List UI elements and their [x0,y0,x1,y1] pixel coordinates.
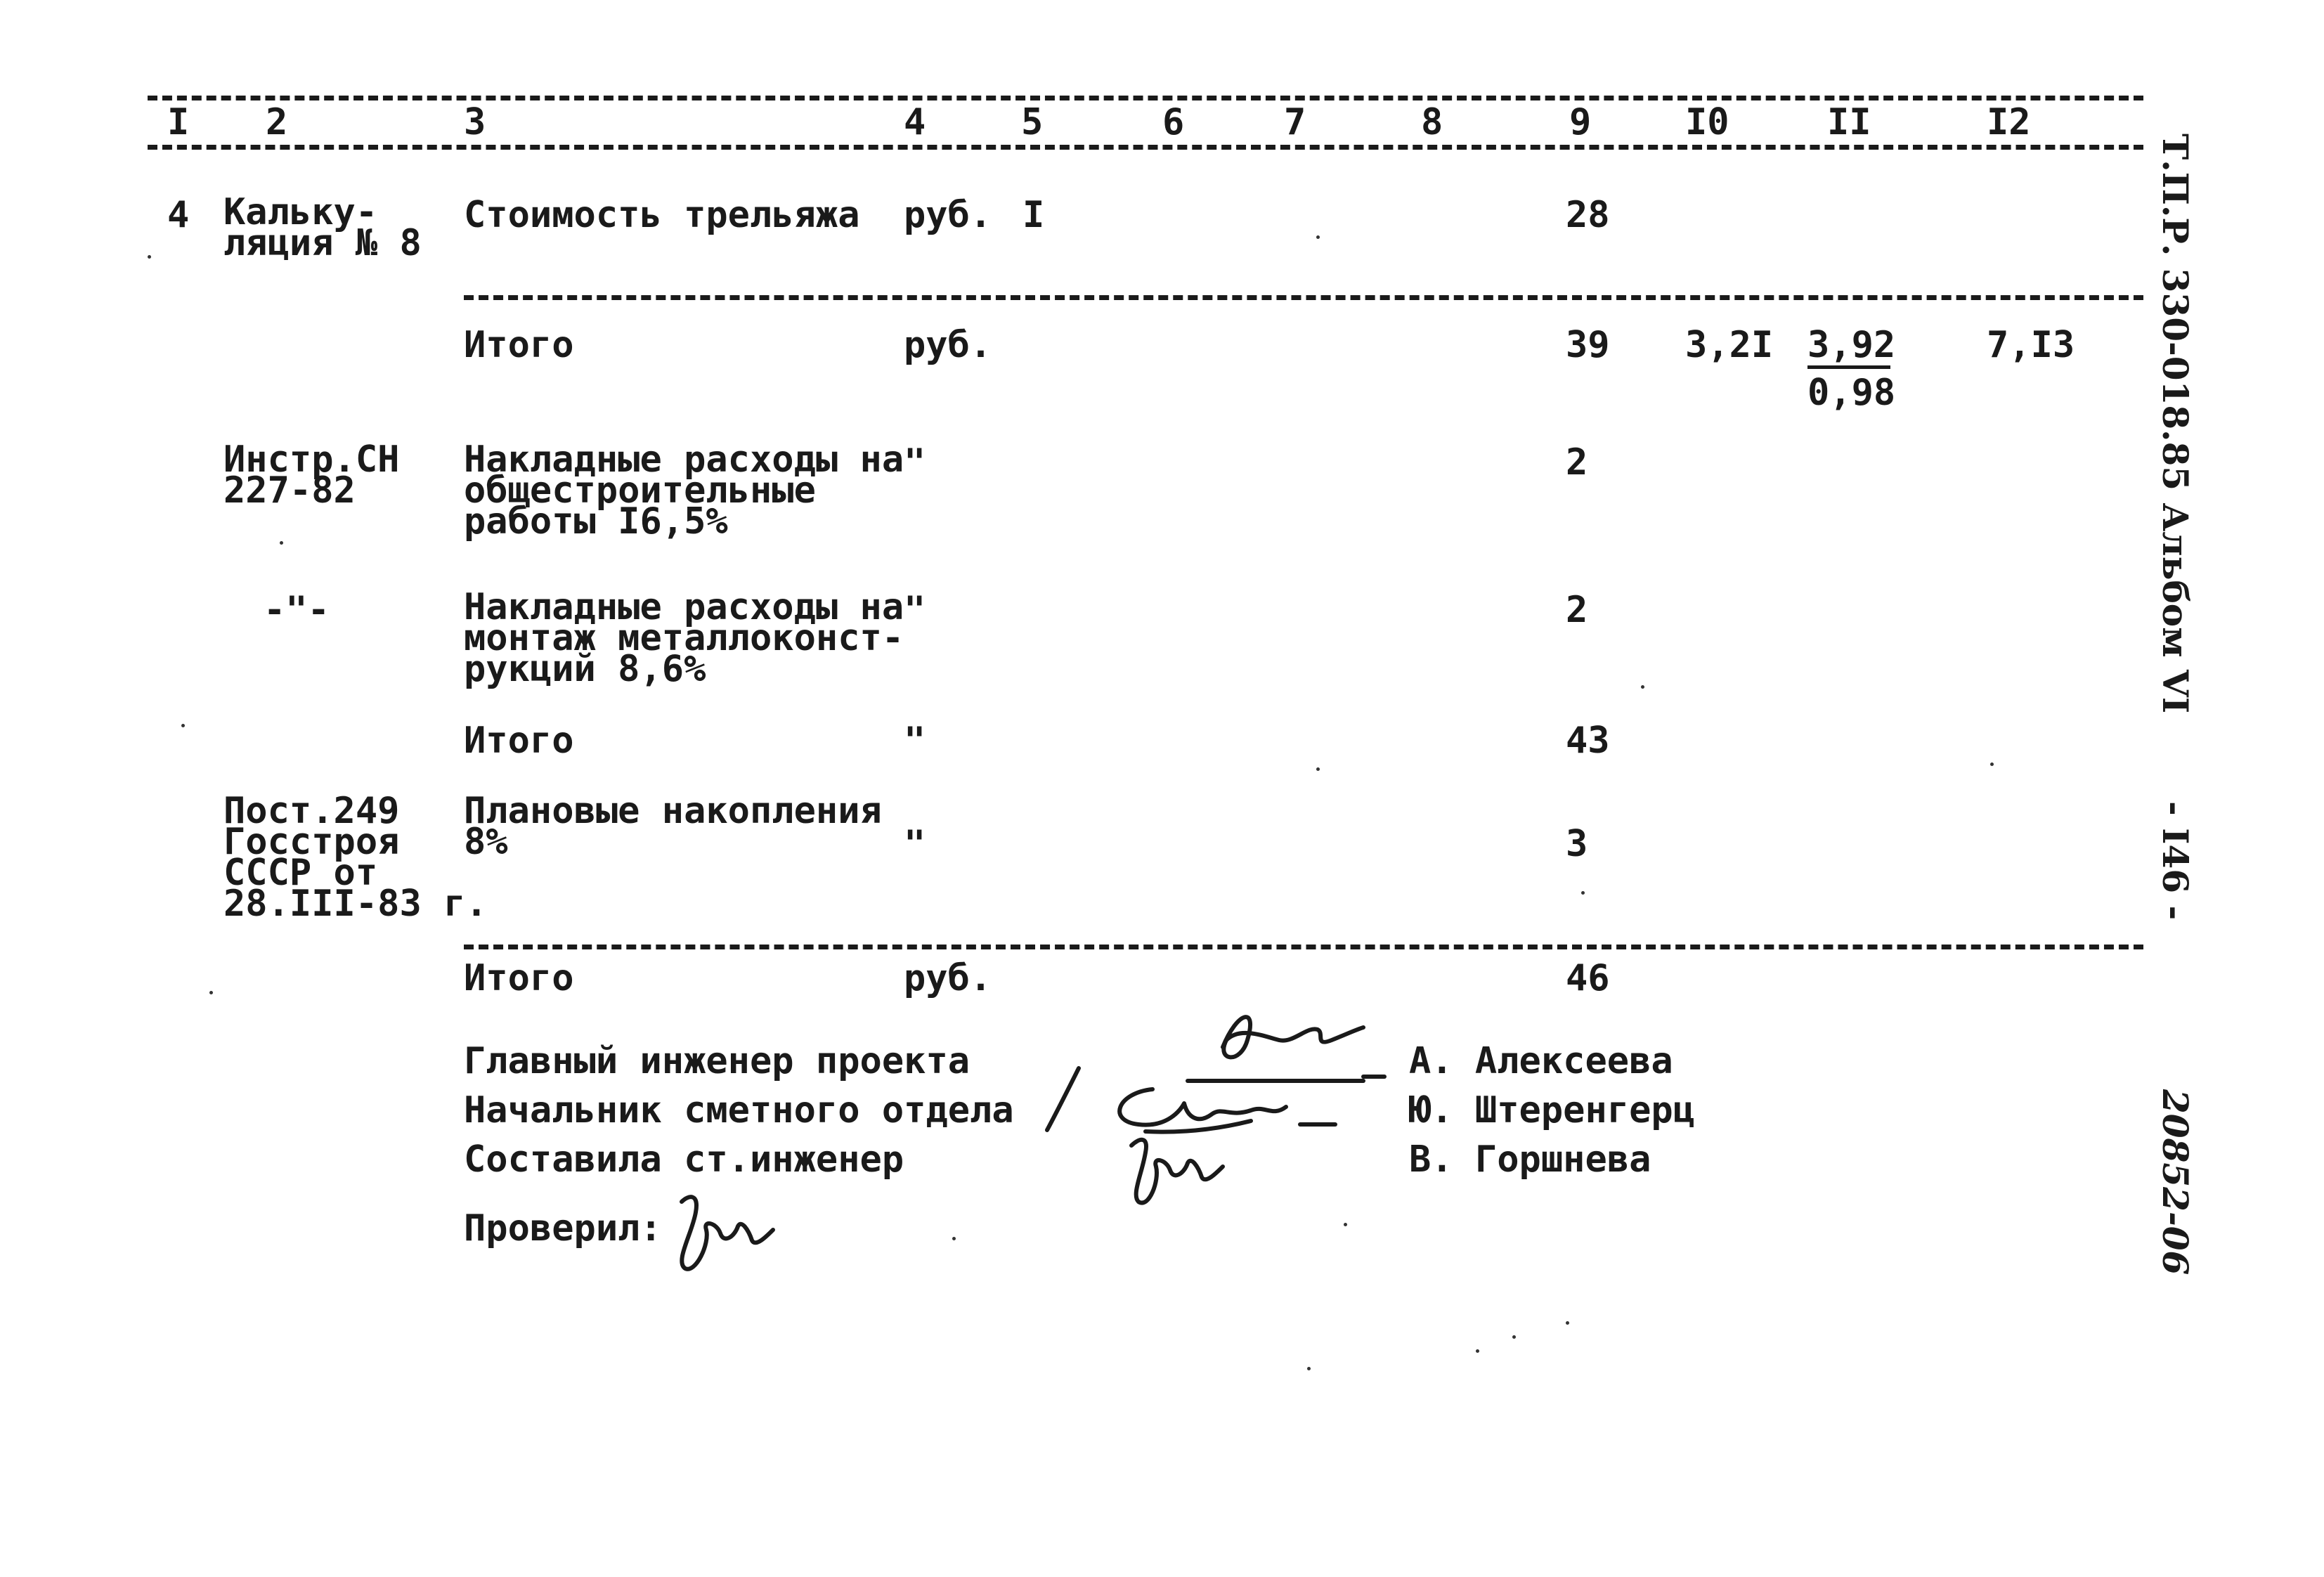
row-total: 2 [1566,589,1588,631]
row-col11-denominator: 0,98 [1807,372,1896,414]
row-basis: -"- [264,589,330,631]
scan-speck [1512,1335,1516,1339]
row-unit: " [904,441,926,484]
scan-speck [1316,767,1320,771]
signature-person: В. Горшнева [1409,1138,1651,1181]
col-header-4: 4 [904,101,926,143]
signature-person: Ю. Штеренгерц [1409,1089,1695,1131]
row-col10-value: 3,2I [1685,324,1774,366]
scan-speck [181,724,185,727]
row-unit: " [904,589,926,631]
scan-speck [1566,1321,1569,1325]
signature-role: Составила ст.инженер [464,1138,904,1181]
col-header-7: 7 [1284,101,1306,143]
row-total: 39 [1566,324,1610,366]
signature-gorshneva [1117,1124,1230,1216]
col-header-5: 5 [1021,101,1044,143]
row-number: 4 [167,194,190,236]
signature-role: Главный инженер проекта [464,1040,971,1082]
row-basis: Пост.249 Госстроя СССР от 28.III-83 г. [223,790,488,925]
row-name: Накладные расходы на монтаж металлоконст- рукций 8,6% [464,586,904,690]
row-name: Итого [464,957,574,999]
header-bottom-rule [148,145,2143,150]
signature-person: А. Алексеева [1409,1040,1673,1082]
checked-label: Проверил: [464,1207,662,1250]
album-reference: Т.П.Р. 330-018.85 Альбом VI [2155,134,2196,714]
header-top-rule [148,96,2143,100]
row-col11-numerator: 3,92 [1807,324,1896,366]
scan-speck [148,255,151,259]
signature-role: Начальник сметного отдела [464,1089,1014,1131]
scan-speck [1344,1223,1347,1226]
row-unit: " [904,823,926,865]
row-unit: руб. [904,194,992,236]
scan-speck [1641,685,1644,689]
row-total: 3 [1566,823,1588,865]
row-col12-value: 7,I3 [1987,324,2075,366]
row-name: Итого [464,720,574,762]
row-unit: руб. [904,957,992,999]
page-number: - I46 - [2155,801,2196,921]
row-name: Плановые накопления 8% [464,790,882,863]
row-name: Стоимость трельяжа [464,194,860,236]
scan-speck [209,991,213,994]
col-header-2: 2 [266,101,288,143]
scan-speck [280,541,283,545]
row-unit: " [904,720,926,762]
col-header-11: II [1827,101,1871,143]
row-quantity: I [1023,194,1045,236]
col-header-3: 3 [464,101,486,143]
row-total: 43 [1566,720,1610,762]
row-name: Итого [464,324,574,366]
row-separator-rule [464,295,2143,300]
scan-speck [1316,235,1320,239]
row-total: 28 [1566,194,1610,236]
row-total: 2 [1566,441,1588,484]
row-unit: руб. [904,324,992,366]
col-header-6: 6 [1162,101,1185,143]
row-total: 46 [1566,957,1610,999]
col-header-1: I [167,101,190,143]
col-header-12: I2 [1987,101,2031,143]
row-name: Накладные расходы на общестроительные работы I6,5% [464,439,904,543]
col-header-10: I0 [1685,101,1729,143]
row-basis: Инстр.СН 227-82 [223,439,400,512]
col-header-9: 9 [1569,101,1592,143]
col-header-8: 8 [1421,101,1443,143]
scan-speck [952,1237,956,1240]
scan-speck [1581,891,1585,895]
document-stamp: 20852-06 [2155,1089,2196,1276]
scan-speck [1476,1349,1479,1353]
scan-speck [1307,1367,1311,1370]
scan-speck [1990,762,1994,766]
row-basis: Кальку- ляция № 8 [223,191,422,264]
signature-checked [661,1188,780,1279]
final-total-rule [464,945,2143,949]
fraction-bar [1807,365,1890,369]
